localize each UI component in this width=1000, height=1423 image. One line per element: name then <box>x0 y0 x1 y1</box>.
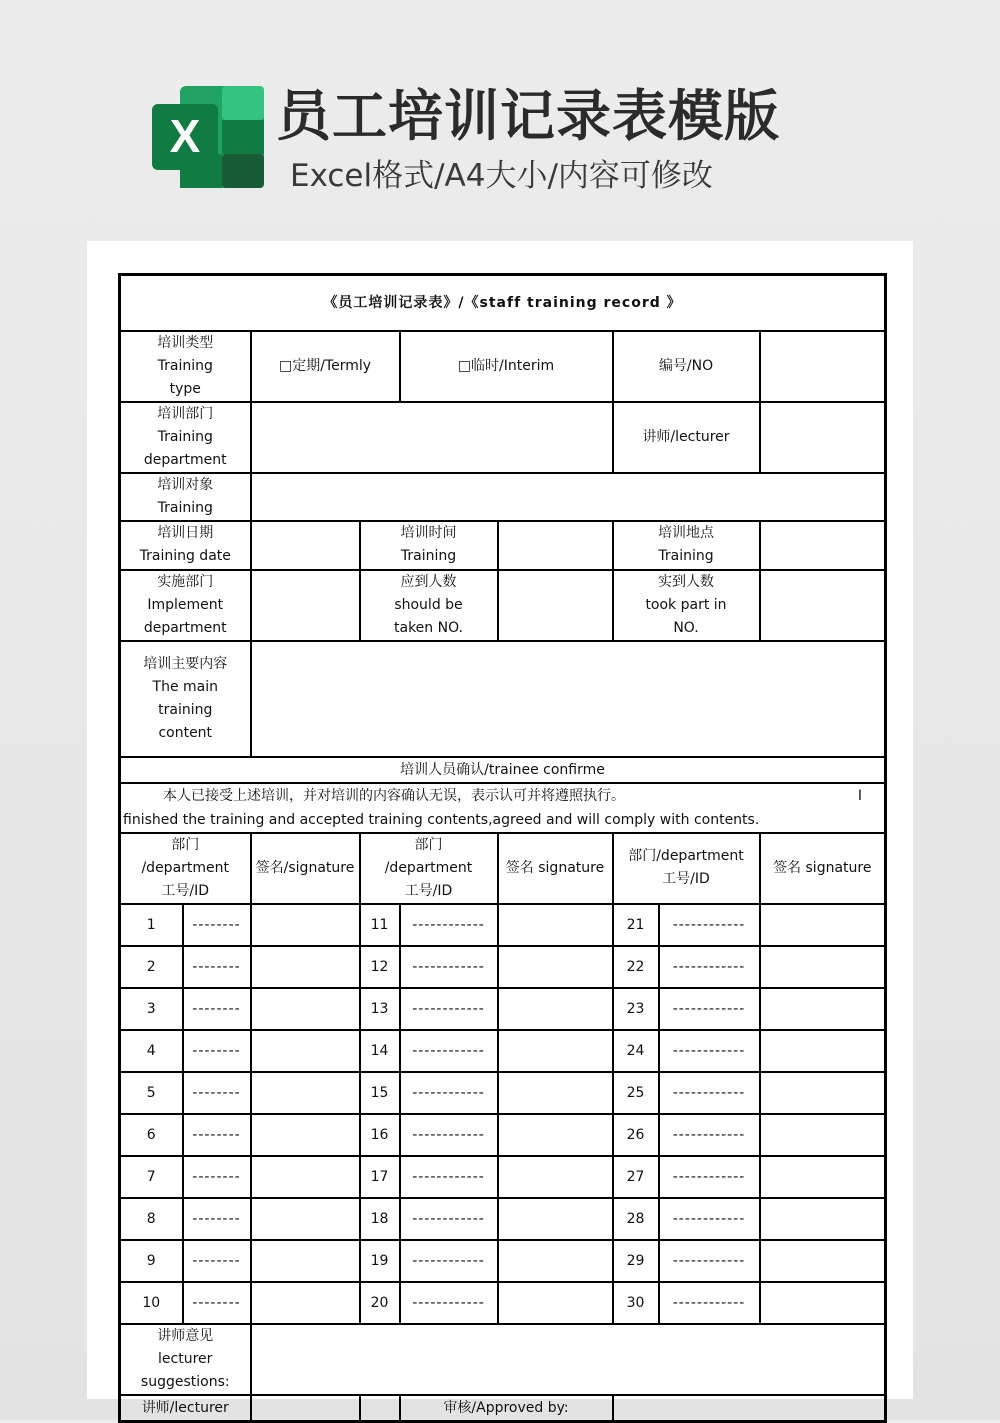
signature-cell[interactable] <box>251 904 360 946</box>
dept-id-cell[interactable]: ------------ <box>400 1240 498 1282</box>
row-number: 20 <box>360 1282 400 1324</box>
termly-checkbox[interactable]: □定期/Termly <box>251 331 400 402</box>
signature-cell[interactable] <box>760 1198 886 1240</box>
footer-approved-field[interactable] <box>613 1395 886 1422</box>
dept-id-cell[interactable]: ------------ <box>400 1282 498 1324</box>
table-row <box>120 988 886 1030</box>
banner <box>0 0 1000 240</box>
table-row <box>120 1156 886 1198</box>
place-label: 培训地点 Training <box>613 521 760 570</box>
lecturer-field[interactable] <box>760 402 886 473</box>
time-label: 培训时间 Training <box>360 521 498 570</box>
dept-id-cell[interactable]: ------------ <box>659 904 760 946</box>
signature-cell[interactable] <box>498 1156 613 1198</box>
row-number: 3 <box>120 988 183 1030</box>
signature-cell[interactable] <box>760 1240 886 1282</box>
row-number: 6 <box>120 1114 183 1156</box>
dept-id-cell[interactable]: ------------ <box>659 946 760 988</box>
target-label: 培训对象 Training <box>120 473 251 521</box>
signature-cell[interactable] <box>760 1282 886 1324</box>
row-number: 7 <box>120 1156 183 1198</box>
row-number: 29 <box>613 1240 659 1282</box>
suggestion-label: 讲师意见 lecturer suggestions: <box>120 1324 251 1395</box>
dept-id-cell[interactable]: ------------ <box>400 1114 498 1156</box>
dept-id-cell[interactable]: ------------ <box>659 1072 760 1114</box>
number-label: 编号/NO <box>613 331 760 402</box>
signature-cell[interactable] <box>498 1240 613 1282</box>
signature-cell[interactable] <box>498 904 613 946</box>
dept-id-cell[interactable]: -------- <box>183 1156 251 1198</box>
dept-id-cell[interactable]: ------------ <box>659 1282 760 1324</box>
row-number: 10 <box>120 1282 183 1324</box>
signature-cell[interactable] <box>498 1030 613 1072</box>
dept-id-cell[interactable]: ------------ <box>659 1156 760 1198</box>
suggestion-field[interactable] <box>251 1324 886 1395</box>
footer-lecturer-field[interactable] <box>251 1395 360 1422</box>
dept-id-cell[interactable]: -------- <box>183 946 251 988</box>
signature-cell[interactable] <box>498 1114 613 1156</box>
row-number: 8 <box>120 1198 183 1240</box>
number-field[interactable] <box>760 331 886 402</box>
row-number: 30 <box>613 1282 659 1324</box>
training-record-form <box>118 273 887 1423</box>
signature-cell[interactable] <box>760 1114 886 1156</box>
table-row <box>120 1282 886 1324</box>
place-field[interactable] <box>760 521 886 570</box>
col-head-sign-3: 签名 signature <box>760 833 886 904</box>
excel-icon <box>152 86 264 188</box>
dept-id-cell[interactable]: -------- <box>183 1198 251 1240</box>
table-row <box>120 1030 886 1072</box>
dept-id-cell[interactable]: ------------ <box>400 946 498 988</box>
signature-cell[interactable] <box>251 1072 360 1114</box>
dept-id-cell[interactable]: ------------ <box>400 1156 498 1198</box>
row-number: 17 <box>360 1156 400 1198</box>
should-label: 应到人数 should be taken NO. <box>360 570 498 641</box>
confirm-statement: 本人已接受上述培训，并对培训的内容确认无误，表示认可并将遵照执行。 I finished the training and accepted training contents,agreed and will comply with contents. <box>120 783 886 833</box>
dept-id-cell[interactable]: ------------ <box>400 1072 498 1114</box>
row-number: 22 <box>613 946 659 988</box>
signature-cell[interactable] <box>251 1114 360 1156</box>
row-number: 16 <box>360 1114 400 1156</box>
col-head-sign-2: 签名 signature <box>498 833 613 904</box>
department-label: 培训部门 Training department <box>120 402 251 473</box>
row-number: 25 <box>613 1072 659 1114</box>
footer-spacer <box>360 1395 400 1422</box>
trainee-confirm-header: 培训人员确认/trainee confirme <box>120 757 886 783</box>
signature-cell[interactable] <box>251 988 360 1030</box>
row-number: 27 <box>613 1156 659 1198</box>
row-number: 19 <box>360 1240 400 1282</box>
row-number: 4 <box>120 1030 183 1072</box>
took-field[interactable] <box>760 570 886 641</box>
table-row <box>120 1114 886 1156</box>
implement-label: 实施部门 Implement department <box>120 570 251 641</box>
dept-id-cell[interactable]: ------------ <box>400 988 498 1030</box>
target-field[interactable] <box>251 473 886 521</box>
signature-cell[interactable] <box>251 946 360 988</box>
implement-field[interactable] <box>251 570 360 641</box>
table-row <box>120 904 886 946</box>
row-number: 2 <box>120 946 183 988</box>
row-number: 9 <box>120 1240 183 1282</box>
col-head-dept-1: 部门 /department 工号/ID <box>120 833 251 904</box>
dept-id-cell[interactable]: ------------ <box>659 1114 760 1156</box>
dept-id-cell[interactable]: ------------ <box>400 1198 498 1240</box>
table-row <box>120 1072 886 1114</box>
signature-cell[interactable] <box>251 1156 360 1198</box>
signature-cell[interactable] <box>760 946 886 988</box>
signature-cell[interactable] <box>251 1240 360 1282</box>
col-head-dept-2: 部门 /department 工号/ID <box>360 833 498 904</box>
banner-title: 员工培训记录表模版 <box>276 84 781 148</box>
row-number: 11 <box>360 904 400 946</box>
row-number: 24 <box>613 1030 659 1072</box>
signature-cell[interactable] <box>498 1198 613 1240</box>
dept-id-cell[interactable]: ------------ <box>659 1198 760 1240</box>
content-field[interactable] <box>251 641 886 757</box>
training-type-label: 培训类型 Training type <box>120 331 251 402</box>
row-number: 28 <box>613 1198 659 1240</box>
interim-checkbox[interactable]: □临时/Interim <box>400 331 613 402</box>
table-row <box>120 1198 886 1240</box>
signature-cell[interactable] <box>251 1198 360 1240</box>
should-field[interactable] <box>498 570 613 641</box>
dept-id-cell[interactable]: -------- <box>183 1030 251 1072</box>
signature-cell[interactable] <box>498 946 613 988</box>
row-number: 26 <box>613 1114 659 1156</box>
dept-id-cell[interactable]: ------------ <box>659 1240 760 1282</box>
date-field[interactable] <box>251 521 360 570</box>
dept-id-cell[interactable]: ------------ <box>659 1030 760 1072</box>
signature-cell[interactable] <box>251 1282 360 1324</box>
row-number: 18 <box>360 1198 400 1240</box>
row-number: 21 <box>613 904 659 946</box>
row-number: 13 <box>360 988 400 1030</box>
excel-logo-letter: X <box>169 110 201 162</box>
dept-id-cell[interactable]: ------------ <box>400 1030 498 1072</box>
dept-id-cell[interactable]: -------- <box>183 904 251 946</box>
table-row <box>120 946 886 988</box>
dept-id-cell[interactable]: -------- <box>183 1240 251 1282</box>
dept-id-cell[interactable]: -------- <box>183 1114 251 1156</box>
row-number: 5 <box>120 1072 183 1114</box>
dept-id-cell[interactable]: -------- <box>183 1282 251 1324</box>
signature-cell[interactable] <box>760 1072 886 1114</box>
signature-cell[interactable] <box>498 988 613 1030</box>
dept-id-cell[interactable]: ------------ <box>400 904 498 946</box>
signature-cell[interactable] <box>498 1072 613 1114</box>
content-label: 培训主要内容 The main training content <box>120 641 251 757</box>
signature-cell[interactable] <box>760 1156 886 1198</box>
form-title: 《员工培训记录表》/《staff training record 》 <box>120 275 886 331</box>
dept-id-cell[interactable]: -------- <box>183 988 251 1030</box>
lecturer-label: 讲师/lecturer <box>613 402 760 473</box>
row-number: 15 <box>360 1072 400 1114</box>
row-number: 14 <box>360 1030 400 1072</box>
col-head-sign-1: 签名/signature <box>251 833 360 904</box>
department-field[interactable] <box>251 402 613 473</box>
row-number: 23 <box>613 988 659 1030</box>
footer-lecturer-label: 讲师/lecturer <box>120 1395 251 1422</box>
signature-cell[interactable] <box>760 904 886 946</box>
signature-cell[interactable] <box>251 1030 360 1072</box>
date-label: 培训日期 Training date <box>120 521 251 570</box>
took-label: 实到人数 took part in NO. <box>613 570 760 641</box>
signature-cell[interactable] <box>498 1282 613 1324</box>
time-field[interactable] <box>498 521 613 570</box>
signature-cell[interactable] <box>760 1030 886 1072</box>
footer-approved-label: 审核/Approved by: <box>400 1395 613 1422</box>
dept-id-cell[interactable]: ------------ <box>659 988 760 1030</box>
banner-subtitle: Excel格式/A4大小/内容可修改 <box>290 158 713 194</box>
row-number: 1 <box>120 904 183 946</box>
dept-id-cell[interactable]: -------- <box>183 1072 251 1114</box>
signature-cell[interactable] <box>760 988 886 1030</box>
col-head-dept-3: 部门/department 工号/ID <box>613 833 760 904</box>
row-number: 12 <box>360 946 400 988</box>
table-row <box>120 1240 886 1282</box>
